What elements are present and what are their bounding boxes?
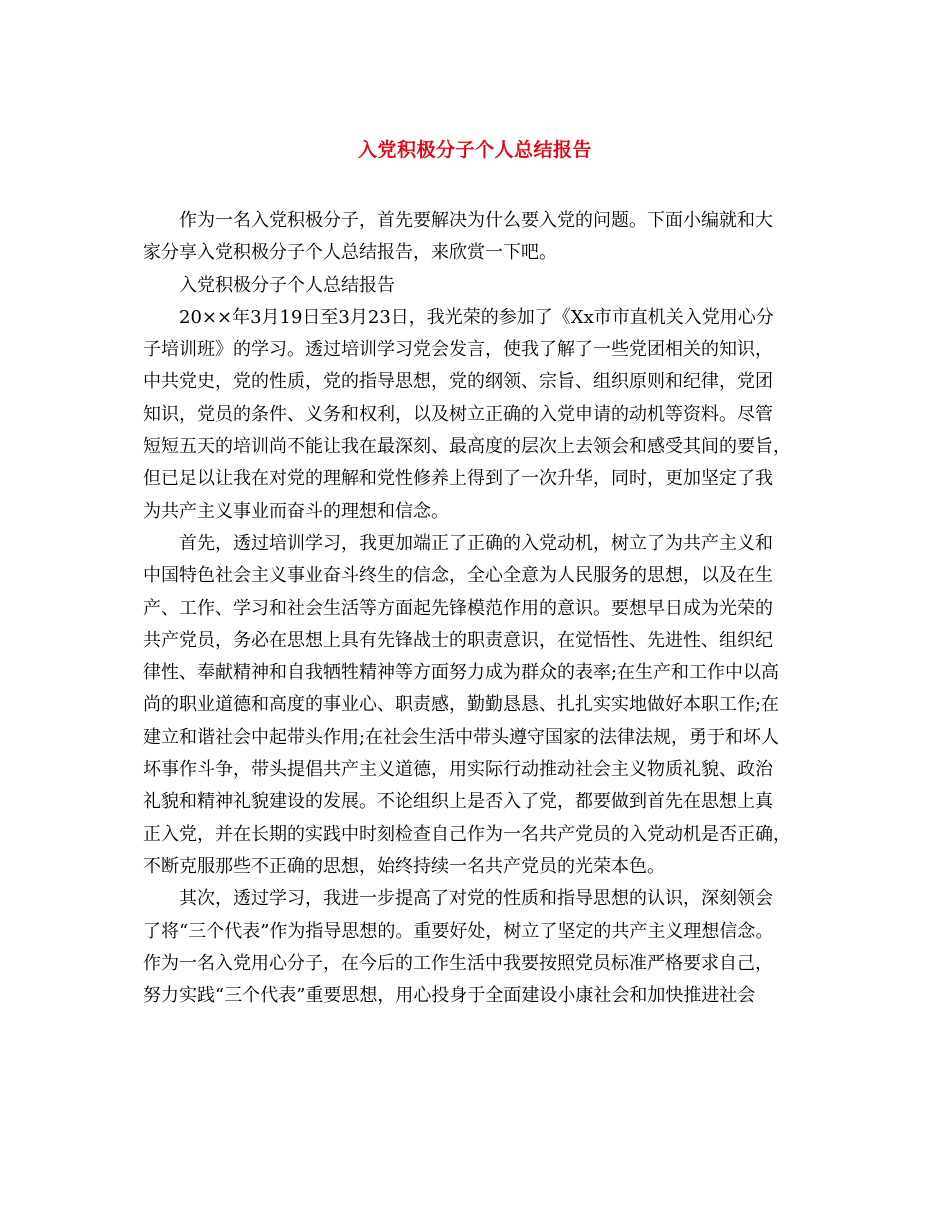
document-title: 入党积极分子个人总结报告	[357, 139, 592, 161]
body-text-line: 作为一名入党用心分子，在今后的工作生活中我要按照党员标准严格要求自己，	[143, 952, 773, 974]
body-text-line: 短短五天的培训尚不能让我在最深刻、最高度的层次上去领会和感受其间的要旨，	[143, 436, 791, 458]
body-text-line: 其次，透过学习，我进一步提高了对党的性质和指导思想的认识，深刻领会	[179, 888, 773, 910]
body-text-line: 家分享入党积极分子个人总结报告，来欣赏一下吧。	[143, 242, 557, 264]
body-text-line: 中国特色社会主义事业奋斗终生的信念，全心全意为人民服务的思想，以及在生	[143, 565, 773, 587]
body-text-line: 不断克服那些不正确的思想，始终持续一名共产党员的光荣本色。	[143, 855, 665, 877]
body-text-line: 作为一名入党积极分子，首先要解决为什么要入党的问题。下面小编就和大	[179, 210, 773, 231]
body-text-line: 坏事作斗争，带头提倡共产主义道德，用实际行动推动社会主义物质礼貌、政治	[143, 759, 773, 781]
document-body	[143, 205, 807, 1012]
body-text-line: 入党积极分子个人总结报告	[179, 274, 395, 296]
body-text-line: 20××年3月19日至3月23日，我光荣的参加了《Xx市市直机关入党用心分	[179, 306, 774, 328]
body-text-line: 尚的职业道德和高度的事业心、职责感，勤勤恳恳、扎扎实实地做好本职工作;在	[143, 694, 780, 716]
body-text-line: 但已足以让我在对党的理解和党性修养上得到了一次升华，同时，更加坚定了我	[143, 468, 773, 490]
body-text-line: 知识，党员的条件、义务和权利，以及树立正确的入党申请的动机等资料。尽管	[143, 403, 773, 425]
body-text-line: 正入党，并在长期的实践中时刻检查自己作为一名共产党员的入党动机是否正确，	[143, 823, 791, 845]
body-text-line: 律性、奉献精神和自我牺牲精神等方面努力成为群众的表率;在生产和工作中以高	[143, 662, 780, 684]
body-text-line: 中共党史，党的性质，党的指导思想，党的纲领、宗旨、组织原则和纪律，党团	[143, 371, 773, 393]
body-text-line: 子培训班》的学习。透过培训学习党会发言，使我了解了一些党团相关的知识，	[143, 339, 773, 361]
body-text-line: 礼貌和精神礼貌建设的发展。不论组织上是否入了党，都要做到首先在思想上真	[143, 791, 773, 813]
body-text-line: 努力实践“三个代表”重要思想，用心投身于全面建设小康社会和加快推进社会	[143, 985, 756, 1007]
body-text-line: 产、工作、学习和社会生活等方面起先锋模范作用的意识。要想早日成为光荣的	[143, 597, 773, 619]
body-text-line: 为共产主义事业而奋斗的理想和信念。	[143, 500, 449, 522]
body-text-line: 了将“三个代表”作为指导思想的。重要好处，树立了坚定的共产主义理想信念。	[143, 920, 774, 942]
body-text-line: 建立和谐社会中起带头作用;在社会生活中带头遵守国家的法律法规，勇于和坏人	[143, 726, 780, 748]
body-text-line: 共产党员，务必在思想上具有先锋战士的职责意识，在觉悟性、先进性、组织纪	[143, 629, 773, 651]
body-text-line: 首先，透过培训学习，我更加端正了正确的入党动机，树立了为共产主义和	[179, 532, 773, 554]
